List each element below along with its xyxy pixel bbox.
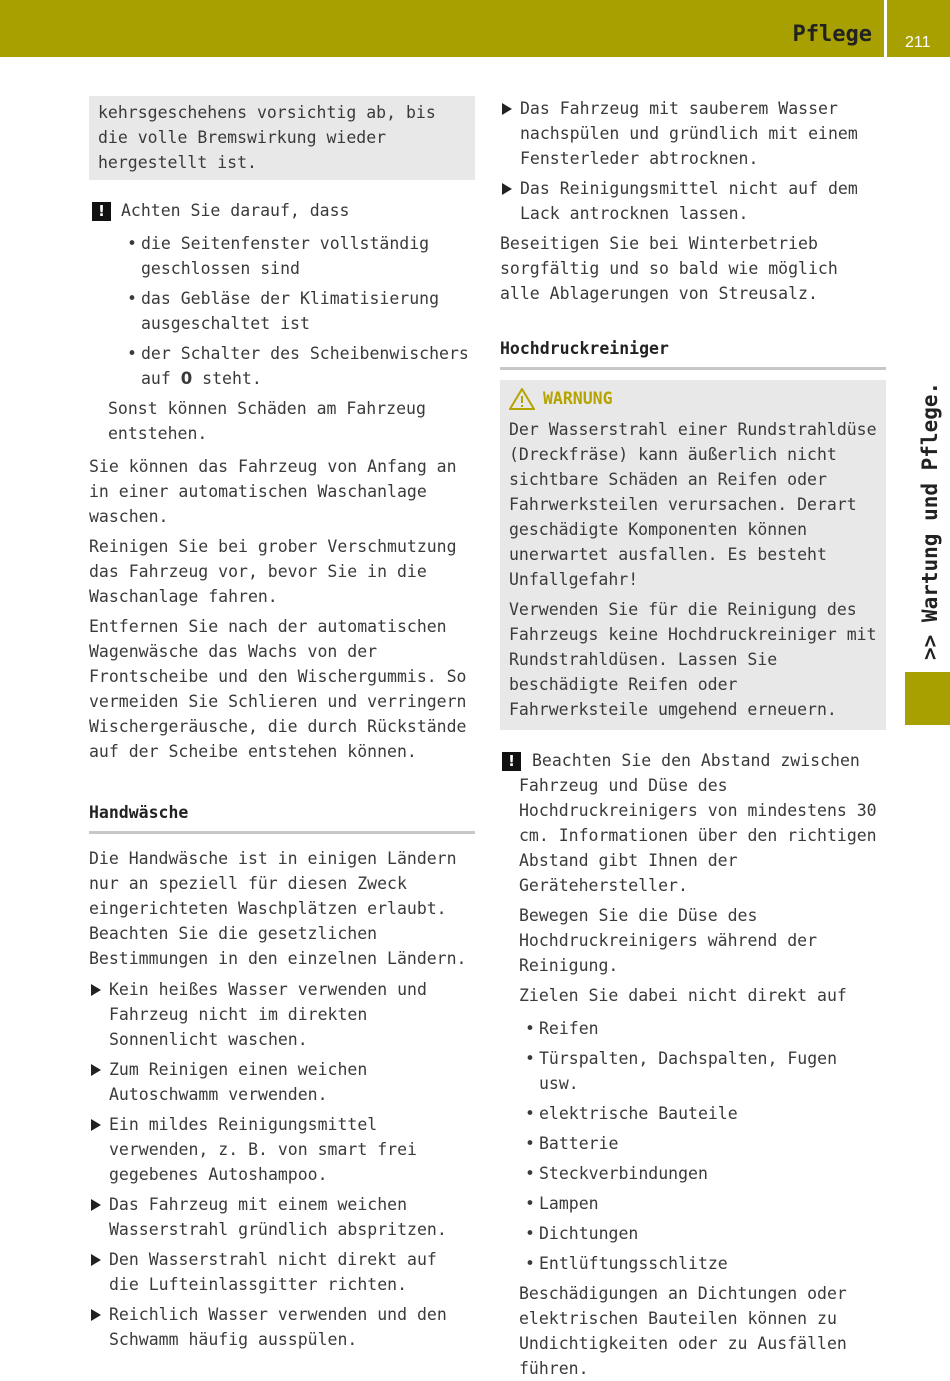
- header-divider: [884, 0, 887, 57]
- list-item-text: Den Wasserstrahl nicht direkt auf die Lufteinlassgitter richten.: [109, 1250, 437, 1294]
- notice-intro: Achten Sie darauf, dass: [121, 201, 350, 220]
- page-number: 211: [905, 34, 931, 51]
- arrow-icon: [502, 183, 512, 195]
- list-item: • Reifen: [519, 1016, 886, 1041]
- list-item: [500, 176, 886, 226]
- list-item: [500, 96, 886, 171]
- right-column: [500, 96, 886, 1381]
- list-item: • Steckverbindungen: [519, 1161, 886, 1186]
- paragraph: Die Handwäsche ist in einigen Ländern nur an speziell für diesen Zweck eingerichteten Waschplätzen erlaubt. Beachten Sie die gesetzlichen Bestimmungen in den einzelnen Ländern.: [89, 849, 467, 968]
- target-list: [519, 1016, 886, 1276]
- list-item-text: der Schalter des Scheibenwischers auf: [141, 344, 469, 388]
- step-list: [500, 96, 886, 226]
- list-item-text: Kein heißes Wasser verwenden und Fahrzeug nicht im direkten Sonnenlicht waschen.: [109, 980, 427, 1049]
- list-item: • elektrische Bauteile: [519, 1101, 886, 1126]
- arrow-icon: [91, 1309, 101, 1321]
- paragraph: Beschädigungen an Dichtungen oder elektrischen Bauteilen können zu Undichtigkeiten oder zu Ausfällen führen.: [519, 1284, 847, 1378]
- warning-text: Der Wasserstrahl einer Rundstrahldüse (Dreckfräse) kann äußerlich nicht sichtbare Schäden an Reifen oder Fahrwerksteilen verursachen. Derart geschädigte Komponenten können unerwartet ausfallen. Es besteht Unfallgefahr!: [509, 420, 877, 589]
- list-item-text: Das Fahrzeug mit einem weichen Wasserstrahl gründlich abspritzen.: [109, 1195, 447, 1239]
- list-item-text: Reichlich Wasser verwenden und den Schwamm häufig ausspülen.: [109, 1305, 447, 1349]
- list-item-text: Ein mildes Reinigungsmittel verwenden, z. B. von smart frei gegebenes Autoshampoo.: [109, 1115, 417, 1184]
- arrow-icon: [91, 1119, 101, 1131]
- page-header: [0, 0, 950, 57]
- warning-label: WARNUNG: [543, 389, 613, 408]
- list-item: • Türspalten, Dachspalten, Fugen usw.: [519, 1046, 886, 1096]
- paragraph: Reinigen Sie bei grober Verschmutzung das Fahrzeug vor, bevor Sie in die Waschanlage fahren.: [89, 537, 457, 606]
- notice-block: [500, 748, 886, 1381]
- exclamation-icon: !: [502, 752, 521, 771]
- section-heading: Handwäsche: [89, 800, 475, 834]
- arrow-icon: [91, 1199, 101, 1211]
- section-heading: Hochdruckreiniger: [500, 336, 886, 370]
- warning-icon: [509, 388, 535, 410]
- continued-note: kehrsgeschehens vorsichtig ab, bis die volle Bremswirkung wieder hergestellt ist.: [89, 96, 475, 180]
- arrow-icon: [91, 984, 101, 996]
- switch-position: 0: [180, 369, 193, 388]
- exclamation-icon: !: [92, 202, 111, 221]
- list-item-text: Zum Reinigen einen weichen Autoschwamm verwenden.: [109, 1060, 368, 1104]
- list-item: [89, 1247, 475, 1297]
- list-item: • Batterie: [519, 1131, 886, 1156]
- arrow-icon: [91, 1064, 101, 1076]
- list-item: [89, 977, 475, 1052]
- list-item: [89, 1112, 475, 1187]
- step-list: [89, 977, 475, 1352]
- paragraph: Sie können das Fahrzeug von Anfang an in einer automatischen Waschanlage waschen.: [89, 457, 457, 526]
- list-item: • die Seitenfenster vollständig geschlossen sind: [121, 231, 475, 281]
- warning-text: Verwenden Sie für die Reinigung des Fahrzeugs keine Hochdruckreiniger mit Rundstrahldüsen. Lassen Sie beschädigte Reifen oder Fahrwerksteile umgehend erneuern.: [509, 600, 877, 719]
- notice-tail: Sonst können Schäden am Fahrzeug entstehen.: [108, 399, 426, 443]
- list-item: [121, 341, 475, 391]
- list-item: • Lampen: [519, 1191, 886, 1216]
- warning-box: [500, 380, 886, 730]
- paragraph: Entfernen Sie nach der automatischen Wagenwäsche das Wachs von der Frontscheibe und den Wischergummis. So vermeiden Sie Schlieren und verringern Wischergeräusche, die durch Rückstände auf der Scheibe entstehen können.: [89, 617, 467, 761]
- arrow-icon: [91, 1254, 101, 1266]
- notice-block: [89, 198, 475, 446]
- chapter-tab: [905, 672, 950, 725]
- list-item: [89, 1302, 475, 1352]
- list-item-text: Das Fahrzeug mit sauberem Wasser nachspülen und gründlich mit einem Fensterleder abtrocknen.: [520, 99, 858, 168]
- notice-list: [121, 231, 475, 391]
- list-item: • Dichtungen: [519, 1221, 886, 1246]
- chapter-title: Pflege: [792, 22, 872, 47]
- arrow-icon: [502, 103, 512, 115]
- list-item-text: steht.: [192, 369, 262, 388]
- list-item: • Entlüftungsschlitze: [519, 1251, 886, 1276]
- list-item-text: Das Reinigungsmittel nicht auf dem Lack antrocknen lassen.: [520, 179, 858, 223]
- paragraph: Beseitigen Sie bei Winterbetrieb sorgfältig und so bald wie möglich alle Ablagerungen von Streusalz.: [500, 234, 838, 303]
- paragraph: Bewegen Sie die Düse des Hochdruckreinigers während der Reinigung.: [519, 906, 818, 975]
- side-chapter-label: >> Wartung und Pflege.: [918, 381, 942, 660]
- notice-text: Beachten Sie den Abstand zwischen Fahrzeug und Düse des Hochdruckreinigers von mindestens 30 cm. Informationen über den richtigen Abstand gibt Ihnen der Gerätehersteller.: [519, 751, 877, 895]
- list-item: [89, 1057, 475, 1107]
- left-column: [89, 96, 475, 1357]
- warning-header: [509, 386, 877, 411]
- list-item: [89, 1192, 475, 1242]
- list-item: • das Gebläse der Klimatisierung ausgeschaltet ist: [121, 286, 475, 336]
- paragraph: Zielen Sie dabei nicht direkt auf: [519, 986, 847, 1005]
